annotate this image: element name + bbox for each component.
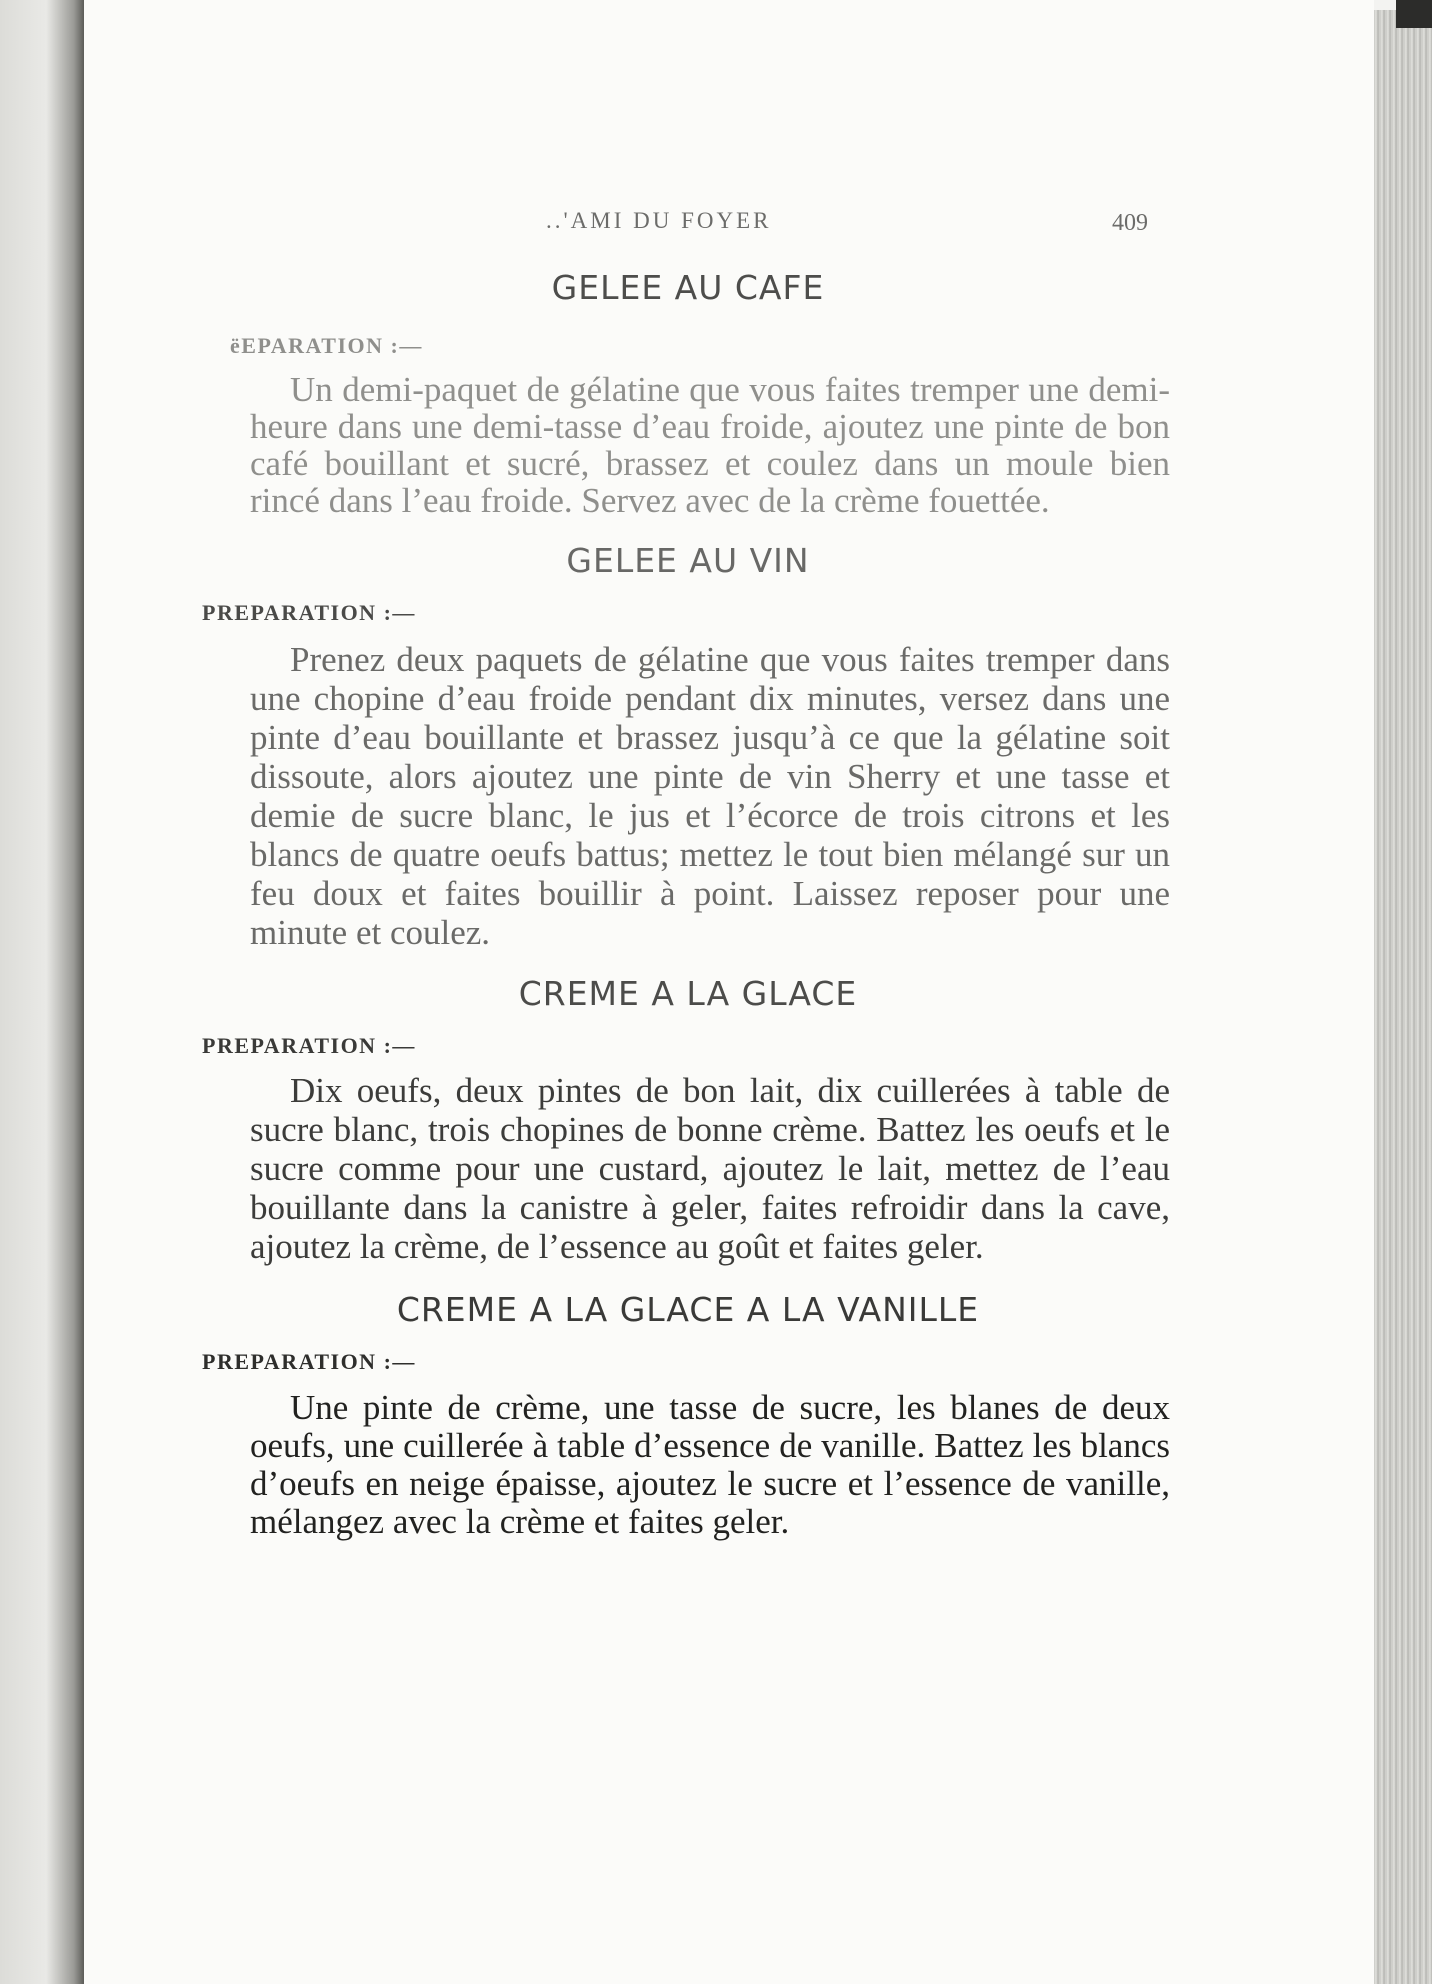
page-number: 409	[1112, 210, 1148, 236]
page-stack-edge	[1374, 10, 1432, 1984]
recipe-title: CREME A LA GLACE A LA VANILLE	[396, 1290, 980, 1329]
preparation-label: PREPARATION :—	[202, 1349, 416, 1374]
recipe-creme-a-la-glace-vanille	[200, 1290, 1176, 1541]
recipe-text: Un demi-paquet de gélatine que vous faites tremper une demi-heure dans une demi-tasse d’eau froide, ajoutez une pinte de bon café bouillant et sucré, brassez et coulez dans un moule bien rincé dans l’eau froide. Servez avec de la crème fouettée.	[250, 370, 1170, 520]
recipe-text: Dix oeufs, deux pintes de bon lait, dix cuillerées à table de sucre blanc, trois chopines de bonne crème. Battez les oeufs et le sucre comme pour une custard, ajoutez le lait, mettez de l’eau bouillante dans la canistre à geler, faites refroidir dans la cave, ajoutez la crème, de l’essence au goût et faites geler.	[250, 1071, 1170, 1266]
preparation-label: ëEPARATION :—	[230, 333, 423, 358]
scan-corner-shadow	[1396, 0, 1432, 28]
running-title: ..'AMI DU FOYER	[546, 208, 772, 233]
recipe-text: Une pinte de crème, une tasse de sucre, les blanes de deux oeufs, une cuillerée à table d’essence de vanille. Battez les blancs d’oeufs en neige épaisse, ajoutez le sucre et l’essence de vanille, mélangez avec la crème et faites geler.	[250, 1388, 1170, 1541]
recipe-title: GELEE AU CAFE	[551, 268, 825, 307]
recipe-gelee-au-vin	[200, 541, 1176, 952]
recipe-gelee-au-cafe	[200, 268, 1176, 519]
scan-binding-edge	[0, 0, 84, 1984]
recipe-title: CREME A LA GLACE	[518, 974, 858, 1013]
recipe-title: GELEE AU VIN	[566, 541, 810, 580]
preparation-label: PREPARATION :—	[202, 1033, 416, 1058]
preparation-label: PREPARATION :—	[202, 600, 416, 625]
page-content	[200, 268, 1176, 1541]
recipe-creme-a-la-glace	[200, 974, 1176, 1266]
recipe-text: Prenez deux paquets de gélatine que vous faites tremper dans une chopine d’eau froide pendant dix minutes, versez dans une pinte d’eau bouillante et brassez jusqu’à ce que la gélatine soit dissoute, alors ajoutez une pinte de vin Sherry et une tasse et demie de sucre blanc, le jus et l’écorce de trois citrons et les blancs de quatre oeufs battus; mettez le tout bien mélangé sur un feu doux et faites bouillir à point. Laissez reposer pour une minute et coulez.	[250, 640, 1170, 952]
